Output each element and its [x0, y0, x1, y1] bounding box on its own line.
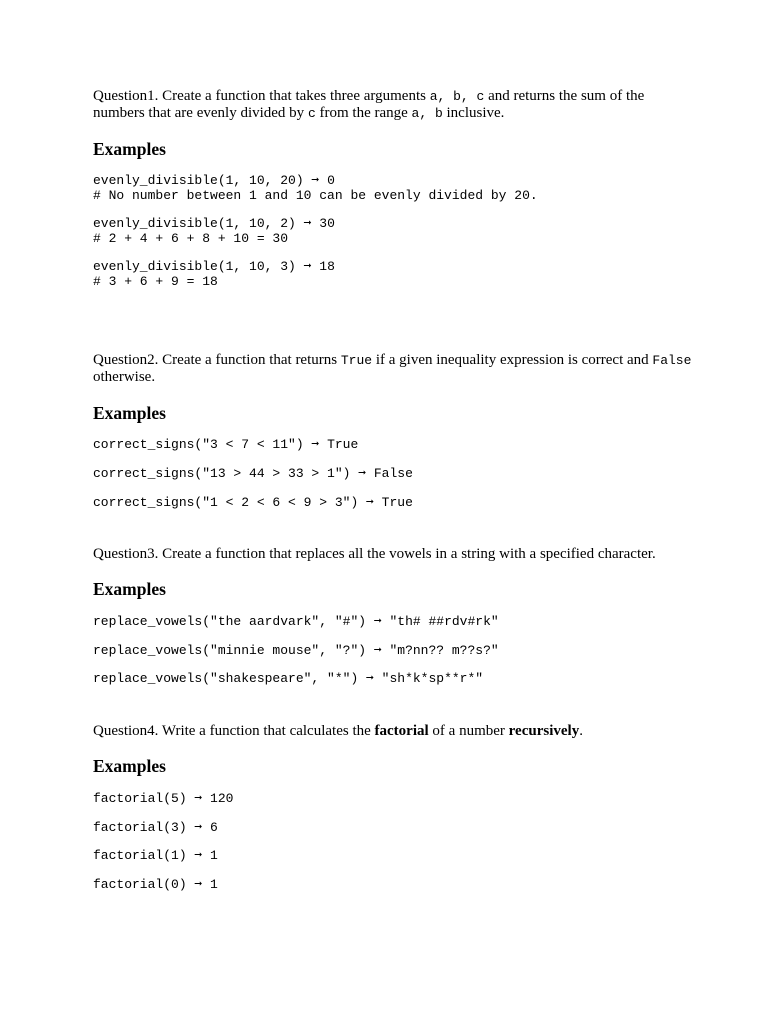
code-comment: # 3 + 6 + 9 = 18 — [93, 273, 218, 289]
question-2-text — [93, 352, 693, 386]
question-1-part: and returns the sum of the numbers that are evenly divided by — [93, 88, 645, 121]
question-4-text — [93, 723, 693, 740]
bold-term: factorial — [374, 723, 429, 739]
question-1-part: from the range — [315, 105, 412, 121]
code-line: evenly_divisible(1, 10, 20) ➞ 0 — [93, 173, 335, 188]
code-example — [93, 217, 335, 246]
examples-heading-4: Examples — [93, 756, 166, 776]
question-4-part: Question4. Write a function that calculates the — [93, 723, 375, 739]
inline-code: a, b, c — [429, 89, 485, 104]
question-4-part: of a number — [428, 723, 509, 739]
question-2-part: if a given inequality expression is correct and — [372, 352, 653, 368]
question-2-part: otherwise. — [93, 369, 156, 385]
code-comment: # No number between 1 and 10 can be evenly divided by 20. — [93, 187, 538, 203]
question-2-part: Question2. Create a function that returns — [93, 352, 341, 368]
code-line: replace_vowels("the aardvark", "#") ➞ "th# ##rdv#rk" — [93, 614, 499, 629]
code-line: correct_signs("3 < 7 < 11") ➞ True — [93, 437, 359, 452]
code-line: replace_vowels("minnie mouse", "?") ➞ "m?nn?? m??s?" — [93, 643, 499, 658]
code-line: correct_signs("1 < 2 < 6 < 9 > 3") ➞ True — [93, 495, 413, 510]
code-example — [93, 174, 538, 203]
question-3-text: Question3. Create a function that replaces all the vowels in a string with a specified character. — [93, 546, 656, 562]
question-4-part: . — [579, 723, 583, 739]
code-line: correct_signs("13 > 44 > 33 > 1") ➞ False — [93, 466, 413, 481]
inline-code: False — [652, 353, 692, 368]
code-line: evenly_divisible(1, 10, 3) ➞ 18 — [93, 259, 335, 274]
examples-heading-2: Examples — [93, 403, 166, 423]
code-line: factorial(3) ➞ 6 — [93, 820, 218, 835]
code-line: evenly_divisible(1, 10, 2) ➞ 30 — [93, 216, 335, 231]
inline-code: c — [307, 106, 316, 121]
code-line: factorial(5) ➞ 120 — [93, 791, 234, 806]
inline-code: a, b — [411, 106, 443, 121]
question-1-part: inclusive. — [442, 105, 505, 121]
examples-heading-3: Examples — [93, 579, 166, 599]
code-line: factorial(0) ➞ 1 — [93, 877, 218, 892]
examples-heading-1: Examples — [93, 139, 166, 159]
inline-code: True — [340, 353, 373, 368]
code-line: replace_vowels("shakespeare", "*") ➞ "sh*k*sp**r*" — [93, 671, 484, 686]
bold-term: recursively — [508, 723, 580, 739]
code-comment: # 2 + 4 + 6 + 8 + 10 = 30 — [93, 230, 289, 246]
code-line: factorial(1) ➞ 1 — [93, 848, 218, 863]
question-1-text — [93, 88, 693, 122]
code-example — [93, 260, 335, 289]
question-1-part: Question1. Create a function that takes three arguments — [93, 88, 430, 104]
